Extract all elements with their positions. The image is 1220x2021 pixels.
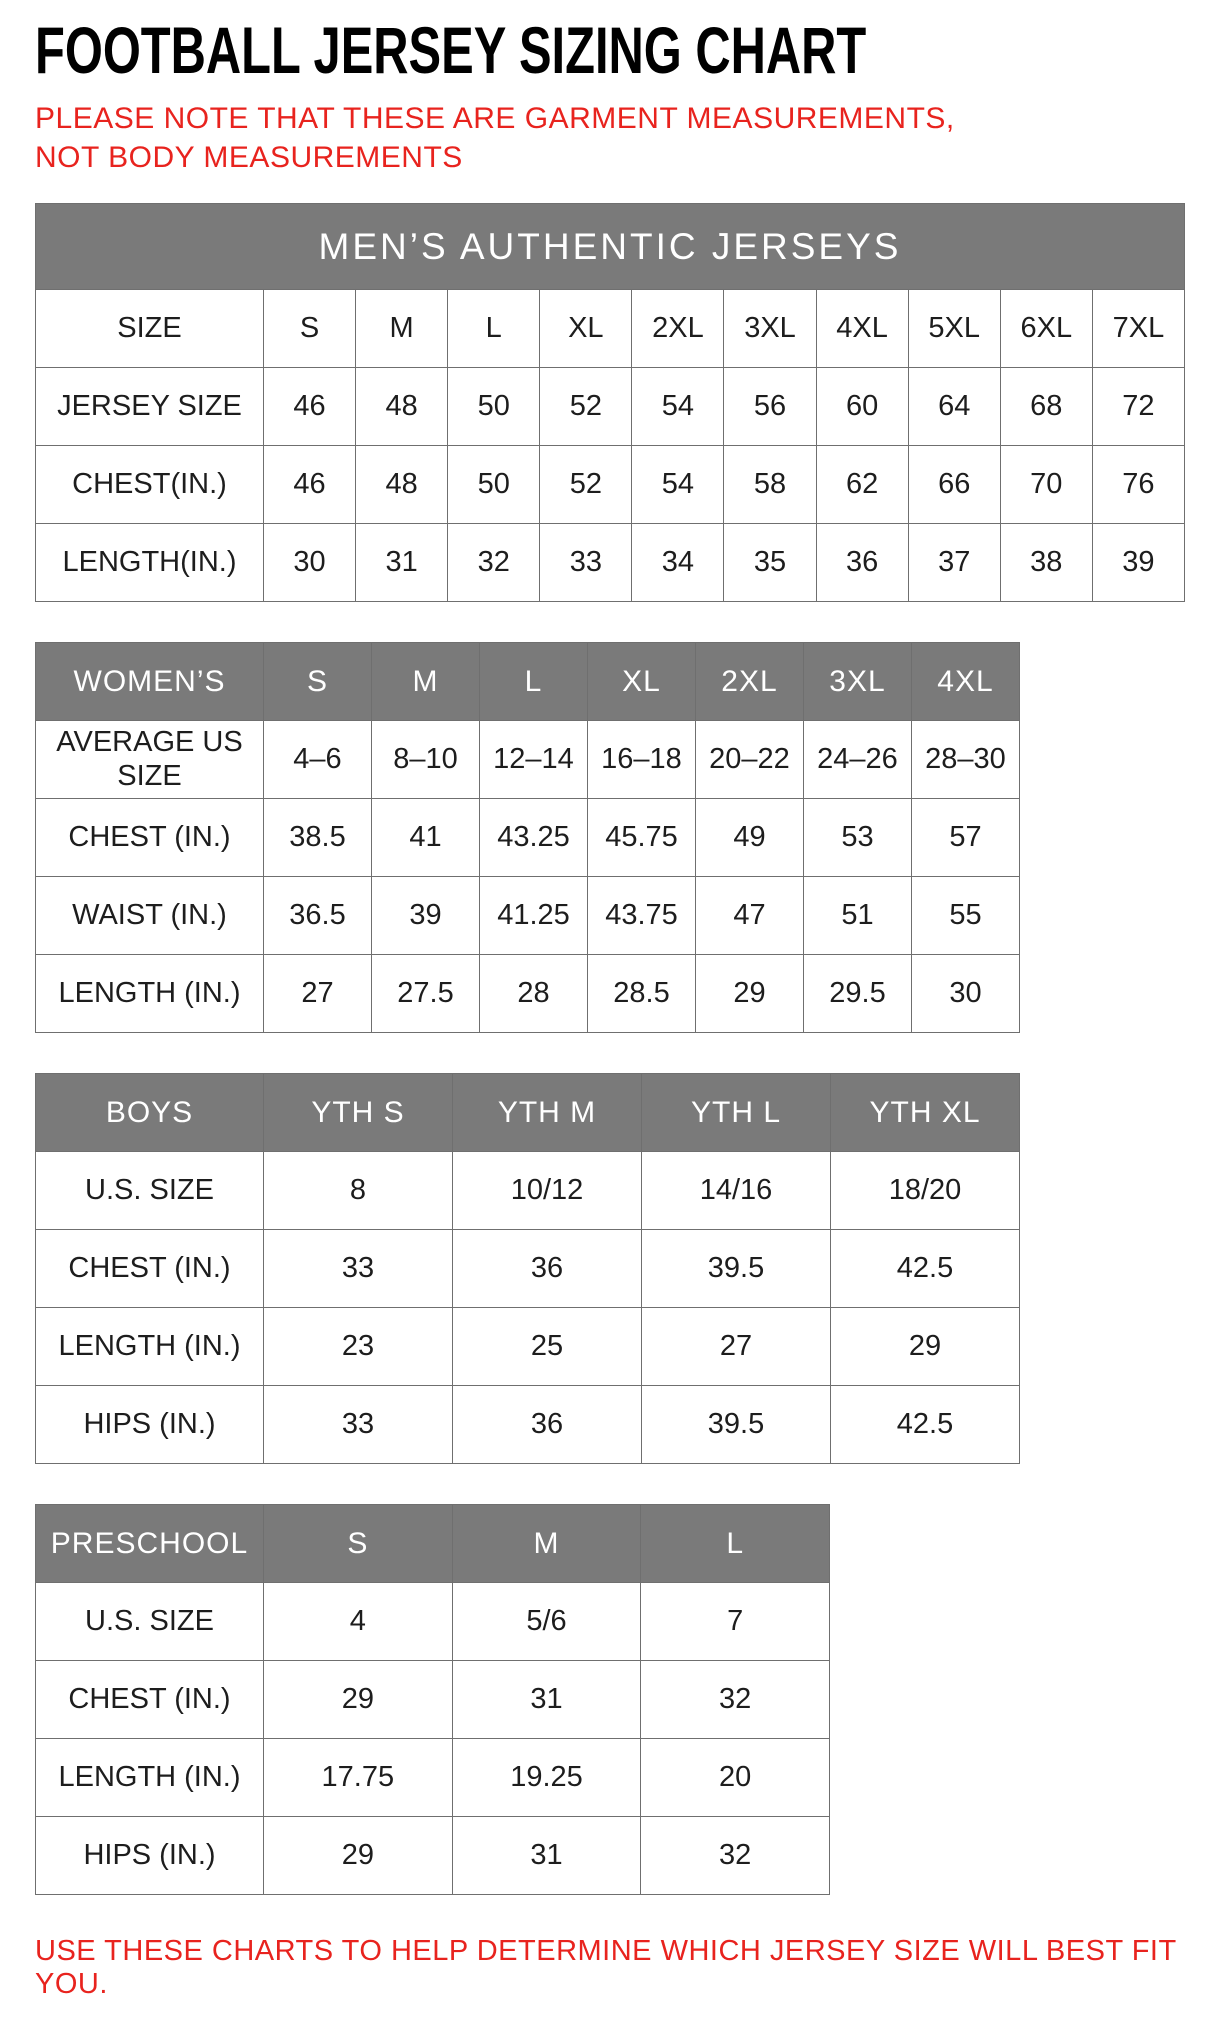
womens-value-cell: 57: [912, 799, 1020, 877]
boys-value-cell: 10/12: [453, 1152, 642, 1230]
mens-value-cell: 64: [908, 368, 1000, 446]
mens-row-label: LENGTH(IN.): [36, 524, 264, 602]
mens-table-row: [36, 524, 1185, 602]
boys-value-cell: 42.5: [831, 1230, 1020, 1308]
boys-value-cell: 36: [453, 1386, 642, 1464]
mens-row-label: JERSEY SIZE: [36, 368, 264, 446]
womens-table-title: WOMEN’S: [36, 643, 264, 721]
preschool-row-label: HIPS (IN.): [36, 1817, 264, 1895]
boys-value-cell: 29: [831, 1308, 1020, 1386]
boys-value-cell: 23: [264, 1308, 453, 1386]
womens-row-label: LENGTH (IN.): [36, 955, 264, 1033]
mens-value-cell: 72: [1092, 368, 1184, 446]
preschool-table-title: PRESCHOOL: [36, 1505, 264, 1583]
preschool-table-row: [36, 1583, 830, 1661]
mens-table-title: MEN’S AUTHENTIC JERSEYS: [36, 204, 1185, 290]
page-title: [35, 13, 1185, 87]
preschool-value-cell: 19.25: [452, 1739, 641, 1817]
mens-value-cell: 32: [448, 524, 540, 602]
womens-value-cell: 28.5: [588, 955, 696, 1033]
preschool-row-label: U.S. SIZE: [36, 1583, 264, 1661]
womens-value-cell: 55: [912, 877, 1020, 955]
boys-table-row: [36, 1152, 1020, 1230]
womens-size-header: 4XL: [912, 643, 1020, 721]
womens-value-cell: 49: [696, 799, 804, 877]
womens-value-cell: 4–6: [264, 721, 372, 799]
womens-value-cell: 41: [372, 799, 480, 877]
preschool-value-cell: 7: [641, 1583, 830, 1661]
preschool-sizing-table: [35, 1504, 830, 1895]
womens-value-cell: 27: [264, 955, 372, 1033]
boys-row-label: CHEST (IN.): [36, 1230, 264, 1308]
mens-value-cell: 46: [264, 446, 356, 524]
womens-row-label: WAIST (IN.): [36, 877, 264, 955]
womens-value-cell: 16–18: [588, 721, 696, 799]
mens-value-cell: 60: [816, 368, 908, 446]
mens-value-cell: L: [448, 290, 540, 368]
boys-value-cell: 33: [264, 1386, 453, 1464]
preschool-value-cell: 29: [264, 1661, 453, 1739]
boys-table-row: [36, 1230, 1020, 1308]
mens-value-cell: 5XL: [908, 290, 1000, 368]
womens-table-row: [36, 955, 1020, 1033]
womens-table-row: [36, 721, 1020, 799]
womens-row-label: AVERAGE US SIZE: [36, 721, 264, 799]
mens-value-cell: 34: [632, 524, 724, 602]
mens-value-cell: 7XL: [1092, 290, 1184, 368]
womens-sizing-table: [35, 642, 1020, 1033]
boys-table-row: [36, 1386, 1020, 1464]
mens-value-cell: 52: [540, 446, 632, 524]
womens-value-cell: 8–10: [372, 721, 480, 799]
mens-value-cell: 33: [540, 524, 632, 602]
preschool-size-header: L: [641, 1505, 830, 1583]
womens-value-cell: 43.75: [588, 877, 696, 955]
mens-value-cell: 36: [816, 524, 908, 602]
womens-size-header: 3XL: [804, 643, 912, 721]
womens-size-header: XL: [588, 643, 696, 721]
boys-table-title: BOYS: [36, 1074, 264, 1152]
boys-value-cell: 27: [642, 1308, 831, 1386]
mens-value-cell: 48: [356, 368, 448, 446]
boys-value-cell: 36: [453, 1230, 642, 1308]
preschool-value-cell: 17.75: [264, 1739, 453, 1817]
boys-value-cell: 39.5: [642, 1230, 831, 1308]
womens-size-header: M: [372, 643, 480, 721]
womens-table-row: [36, 877, 1020, 955]
womens-value-cell: 47: [696, 877, 804, 955]
preschool-value-cell: 29: [264, 1817, 453, 1895]
boys-value-cell: 18/20: [831, 1152, 1020, 1230]
boys-size-header: YTH XL: [831, 1074, 1020, 1152]
womens-header-row: [36, 643, 1020, 721]
mens-row-label: SIZE: [36, 290, 264, 368]
womens-value-cell: 27.5: [372, 955, 480, 1033]
preschool-row-label: LENGTH (IN.): [36, 1739, 264, 1817]
boys-sizing-table: [35, 1073, 1020, 1464]
boys-row-label: LENGTH (IN.): [36, 1308, 264, 1386]
boys-header-row: [36, 1074, 1020, 1152]
womens-value-cell: 41.25: [480, 877, 588, 955]
preschool-value-cell: 4: [264, 1583, 453, 1661]
preschool-table-row: [36, 1817, 830, 1895]
mens-value-cell: 76: [1092, 446, 1184, 524]
mens-sizing-table: [35, 203, 1185, 602]
mens-table-row: [36, 446, 1185, 524]
womens-value-cell: 20–22: [696, 721, 804, 799]
mens-table-row: [36, 368, 1185, 446]
boys-value-cell: 39.5: [642, 1386, 831, 1464]
preschool-value-cell: 32: [641, 1661, 830, 1739]
womens-row-label: CHEST (IN.): [36, 799, 264, 877]
preschool-size-header: S: [264, 1505, 453, 1583]
mens-value-cell: 38: [1000, 524, 1092, 602]
boys-row-label: U.S. SIZE: [36, 1152, 264, 1230]
boys-value-cell: 8: [264, 1152, 453, 1230]
mens-value-cell: 50: [448, 368, 540, 446]
boys-value-cell: 33: [264, 1230, 453, 1308]
mens-value-cell: 70: [1000, 446, 1092, 524]
womens-value-cell: 36.5: [264, 877, 372, 955]
womens-size-header: S: [264, 643, 372, 721]
mens-value-cell: 56: [724, 368, 816, 446]
boys-table-row: [36, 1308, 1020, 1386]
mens-value-cell: M: [356, 290, 448, 368]
womens-value-cell: 12–14: [480, 721, 588, 799]
mens-value-cell: 37: [908, 524, 1000, 602]
mens-value-cell: 30: [264, 524, 356, 602]
mens-value-cell: 31: [356, 524, 448, 602]
boys-value-cell: 42.5: [831, 1386, 1020, 1464]
mens-value-cell: XL: [540, 290, 632, 368]
womens-value-cell: 30: [912, 955, 1020, 1033]
womens-value-cell: 28–30: [912, 721, 1020, 799]
preschool-size-header: M: [452, 1505, 641, 1583]
mens-value-cell: 3XL: [724, 290, 816, 368]
boys-size-header: YTH L: [642, 1074, 831, 1152]
mens-value-cell: 4XL: [816, 290, 908, 368]
boys-value-cell: 14/16: [642, 1152, 831, 1230]
mens-value-cell: 6XL: [1000, 290, 1092, 368]
womens-value-cell: 53: [804, 799, 912, 877]
womens-size-header: L: [480, 643, 588, 721]
garment-measurements-note: PLEASE NOTE THAT THESE ARE GARMENT MEASUREMENTS, NOT BODY MEASUREMENTS: [35, 102, 955, 175]
boys-row-label: HIPS (IN.): [36, 1386, 264, 1464]
boys-value-cell: 25: [453, 1308, 642, 1386]
sizing-tables-section: [35, 203, 1185, 1895]
preschool-row-label: CHEST (IN.): [36, 1661, 264, 1739]
preschool-table-row: [36, 1661, 830, 1739]
preschool-value-cell: 32: [641, 1817, 830, 1895]
preschool-value-cell: 20: [641, 1739, 830, 1817]
mens-value-cell: 50: [448, 446, 540, 524]
fit-advice-note: USE THESE CHARTS TO HELP DETERMINE WHICH JERSEY SIZE WILL BEST FIT YOU.: [35, 1935, 1177, 2001]
womens-value-cell: 51: [804, 877, 912, 955]
boys-size-header: YTH M: [453, 1074, 642, 1152]
womens-value-cell: 28: [480, 955, 588, 1033]
womens-value-cell: 43.25: [480, 799, 588, 877]
preschool-header-row: [36, 1505, 830, 1583]
womens-value-cell: 24–26: [804, 721, 912, 799]
preschool-value-cell: 5/6: [452, 1583, 641, 1661]
boys-size-header: YTH S: [264, 1074, 453, 1152]
mens-value-cell: 35: [724, 524, 816, 602]
womens-table-row: [36, 799, 1020, 877]
preschool-value-cell: 31: [452, 1661, 641, 1739]
mens-value-cell: 2XL: [632, 290, 724, 368]
mens-value-cell: 39: [1092, 524, 1184, 602]
sizing-chart-page: [35, 13, 1185, 2001]
mens-banner-row: [36, 204, 1185, 290]
womens-size-header: 2XL: [696, 643, 804, 721]
page-title-text: FOOTBALL JERSEY SIZING CHART: [35, 13, 867, 87]
womens-value-cell: 39: [372, 877, 480, 955]
mens-value-cell: S: [264, 290, 356, 368]
mens-value-cell: 52: [540, 368, 632, 446]
mens-table-row: [36, 290, 1185, 368]
mens-value-cell: 54: [632, 368, 724, 446]
mens-value-cell: 62: [816, 446, 908, 524]
mens-value-cell: 48: [356, 446, 448, 524]
womens-value-cell: 45.75: [588, 799, 696, 877]
mens-value-cell: 66: [908, 446, 1000, 524]
mens-value-cell: 68: [1000, 368, 1092, 446]
womens-value-cell: 29: [696, 955, 804, 1033]
womens-value-cell: 29.5: [804, 955, 912, 1033]
preschool-table-row: [36, 1739, 830, 1817]
mens-value-cell: 46: [264, 368, 356, 446]
mens-value-cell: 54: [632, 446, 724, 524]
mens-row-label: CHEST(IN.): [36, 446, 264, 524]
mens-value-cell: 58: [724, 446, 816, 524]
preschool-value-cell: 31: [452, 1817, 641, 1895]
womens-value-cell: 38.5: [264, 799, 372, 877]
